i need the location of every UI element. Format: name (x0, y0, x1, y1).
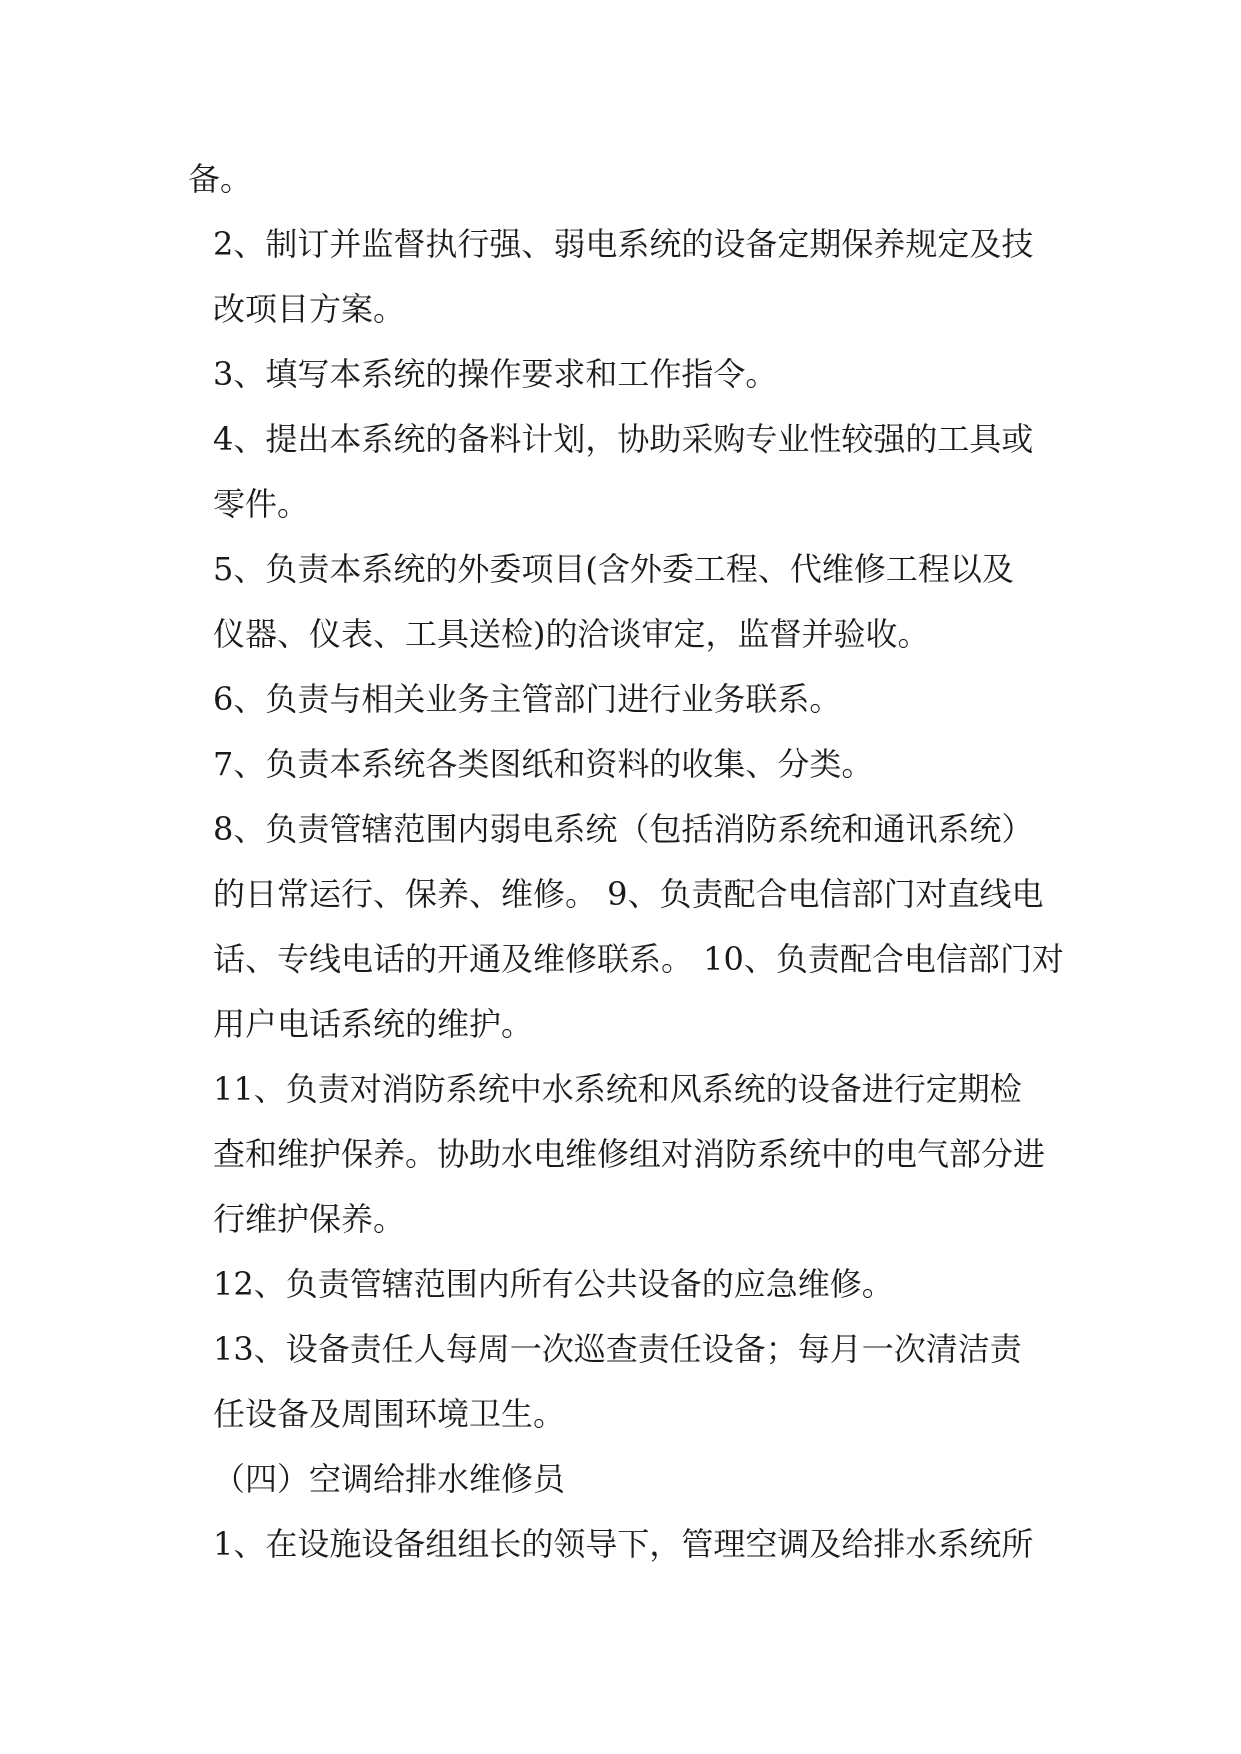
text-line: 话、专线电话的开通及维修联系。 10、负责配合电信部门对 (213, 940, 1064, 978)
paragraph (188, 732, 1068, 797)
paragraph (188, 342, 1068, 407)
text-line: 13、设备责任人每周一次巡查责任设备；每月一次清洁责 (213, 1330, 1022, 1368)
text-line: 零件。 (213, 485, 310, 523)
text-line: 2、制订并监督执行强、弱电系统的设备定期保养规定及技 (213, 225, 1034, 263)
text-line: 的日常运行、保养、维修。 9、负责配合电信部门对直线电 (213, 875, 1044, 913)
text-line: 用户电话系统的维护。 (213, 1005, 534, 1043)
text-line: 3、填写本系统的操作要求和工作指令。 (213, 355, 778, 393)
paragraph (188, 537, 1068, 667)
text-line: 8、负责管辖范围内弱电系统（包括消防系统和通讯系统） (213, 810, 1034, 848)
paragraph (188, 667, 1068, 732)
paragraph (188, 1317, 1068, 1447)
paragraph (188, 407, 1068, 537)
text-line: 6、负责与相关业务主管部门进行业务联系。 (213, 680, 842, 718)
text-line: 12、负责管辖范围内所有公共设备的应急维修。 (213, 1265, 894, 1303)
text-line: 11、负责对消防系统中水系统和风系统的设备进行定期检 (213, 1070, 1022, 1108)
text-line: 改项目方案。 (213, 290, 406, 328)
paragraph (188, 1512, 1068, 1577)
text-line: 备。 (188, 160, 253, 198)
paragraph (188, 1447, 1068, 1512)
paragraph (188, 1252, 1068, 1317)
text-line: 1、在设施设备组组长的领导下，管理空调及给排水系统所 (213, 1525, 1034, 1563)
text-line: 查和维护保养。协助水电维修组对消防系统中的电气部分进 (213, 1135, 1046, 1173)
text-line: 5、负责本系统的外委项目(含外委工程、代维修工程以及 (213, 550, 1014, 588)
paragraph (188, 797, 1068, 1057)
text-line: 4、提出本系统的备料计划，协助采购专业性较强的工具或 (213, 420, 1034, 458)
text-line: 仪器、仪表、工具送检)的洽谈审定，监督并验收。 (213, 615, 930, 653)
text-line: 行维护保养。 (213, 1200, 406, 1238)
text-line: 任设备及周围环境卫生。 (213, 1395, 566, 1433)
document-body (188, 147, 1068, 1577)
paragraph (188, 1057, 1068, 1252)
paragraph (188, 147, 1068, 212)
paragraph (188, 212, 1068, 342)
text-line: （四）空调给排水维修员 (213, 1460, 566, 1498)
text-line: 7、负责本系统各类图纸和资料的收集、分类。 (213, 745, 874, 783)
